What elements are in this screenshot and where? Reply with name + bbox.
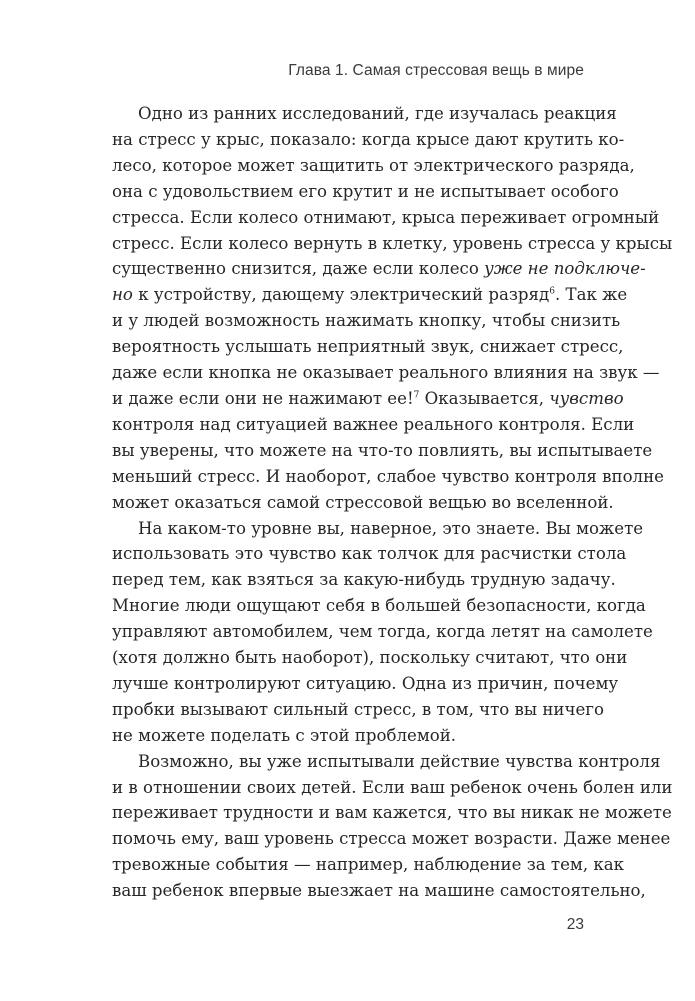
text-run: может оказаться самой стрессовой вещью во вселенной.	[112, 492, 614, 512]
text-run: даже если кнопка не оказывает реального влияния на звук —	[112, 363, 660, 383]
text-run: вы уверены, что можете на что-то повлиять, вы испытываете	[112, 440, 653, 460]
text-run: лесо, которое может защитить от электрического разряда,	[112, 155, 635, 175]
paragraph	[112, 749, 673, 904]
text-run: и у людей возможность нажимать кнопку, чтобы снизить	[112, 311, 621, 331]
body-text	[112, 101, 673, 904]
text-line	[112, 464, 664, 490]
running-head: Глава 1. Самая стрессовая вещь в мире	[288, 62, 584, 79]
text-line	[112, 775, 673, 801]
text-run: переживает трудности и вам кажется, что вы никак не можете	[112, 803, 672, 823]
text-line	[112, 205, 660, 231]
text-run: стресса. Если колесо отнимают, крыса переживает огромный	[112, 207, 660, 227]
text-run: она с удовольствием его крутит и не испытывает особого	[112, 181, 619, 201]
text-run: не можете поделать с этой проблемой.	[112, 725, 457, 745]
text-run: На каком-то уровне вы, наверное, это знаете. Вы можете	[138, 518, 644, 538]
text-line	[112, 282, 628, 308]
text-run: Возможно, вы уже испытывали действие чувства контроля	[138, 751, 661, 771]
text-line	[112, 490, 614, 516]
footnote-ref: 6	[549, 286, 555, 297]
text-line	[112, 567, 616, 593]
text-line	[112, 593, 646, 619]
text-run: тревожные события — например, наблюдение за тем, как	[112, 855, 624, 875]
italic-run: уже не подключе-	[484, 259, 646, 279]
text-run: управляют автомобилем, чем тогда, когда летят на самолете	[112, 622, 653, 642]
text-run: . Так же	[554, 285, 628, 305]
text-run: перед тем, как взяться за какую-нибудь трудную задачу.	[112, 570, 616, 590]
text-line	[112, 179, 619, 205]
text-run: Оказывается,	[419, 388, 550, 408]
text-run: лучше контролируют ситуацию. Одна из причин, почему	[112, 673, 619, 693]
italic-run: но	[112, 285, 133, 305]
text-run: пробки вызывают сильный стресс, в том, что вы ничего	[112, 699, 604, 719]
page-number: 23	[566, 916, 584, 933]
text-line	[112, 412, 635, 438]
text-line	[112, 101, 617, 127]
text-run: Многие люди ощущают себя в большей безопасности, когда	[112, 596, 646, 616]
text-run: и даже если они не нажимают ее!	[112, 388, 414, 408]
text-line	[112, 852, 624, 878]
text-run: помочь ему, ваш уровень стресса может возрасти. Даже менее	[112, 829, 671, 849]
text-line	[112, 723, 583, 749]
text-line	[112, 826, 671, 852]
text-line	[112, 619, 653, 645]
text-run: к устройству, дающему электрический разряд	[132, 285, 550, 305]
text-line	[112, 438, 653, 464]
text-run: и в отношении своих детей. Если ваш ребенок очень болен или	[112, 777, 673, 797]
text-run: контроля над ситуацией важнее реального контроля. Если	[112, 414, 635, 434]
text-line	[112, 127, 625, 153]
paragraph	[112, 101, 673, 516]
text-run: (хотя должно быть наоборот), поскольку считают, что они	[112, 648, 628, 668]
text-run: на стресс у крыс, показало: когда крысе дают крутить ко-	[112, 129, 625, 149]
text-line	[112, 231, 673, 257]
paragraph	[112, 516, 653, 749]
text-line	[112, 671, 619, 697]
footnote-ref: 7	[413, 390, 420, 401]
text-line	[112, 334, 624, 360]
text-line	[112, 800, 672, 826]
text-line	[112, 645, 628, 671]
text-line	[112, 256, 646, 282]
text-run: ваш ребенок впервые выезжает на машине самостоятельно,	[112, 881, 646, 901]
text-line	[112, 541, 627, 567]
text-run: существенно снизится, даже если колесо	[112, 259, 485, 279]
text-line	[112, 308, 621, 334]
text-line	[112, 360, 660, 386]
text-line	[112, 749, 661, 775]
text-run: Одно из ранних исследований, где изучалась реакция	[138, 104, 617, 123]
text-run: использовать это чувство как толчок для расчистки стола	[112, 544, 627, 564]
text-run: вероятность услышать неприятный звук, снижает стресс,	[112, 337, 624, 357]
text-line	[112, 153, 635, 179]
text-line	[112, 878, 646, 904]
text-line	[112, 697, 604, 723]
text-run: стресс. Если колесо вернуть в клетку, уровень стресса у крысы	[112, 233, 673, 253]
text-line	[112, 386, 624, 412]
text-line	[112, 516, 644, 542]
text-run: меньший стресс. И наоборот, слабое чувство контроля вполне	[112, 466, 664, 486]
italic-run: чувство	[549, 388, 624, 408]
